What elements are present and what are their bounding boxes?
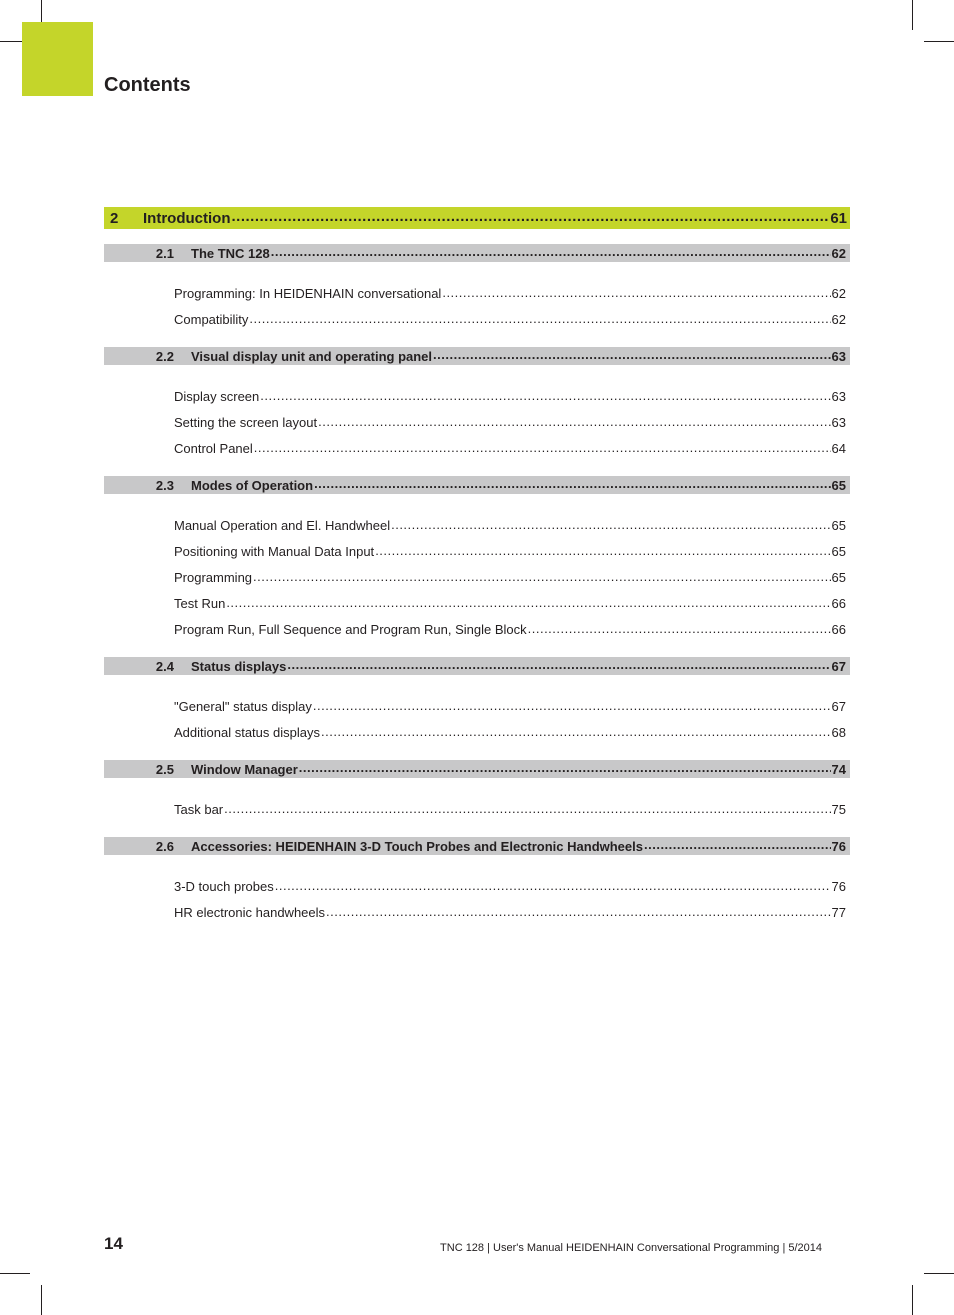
toc-entry-row[interactable] [104, 435, 850, 461]
entry-page: 65 [831, 569, 846, 585]
section-title: Visual display unit and operating panel [191, 348, 433, 364]
toc-entry-row[interactable] [104, 616, 850, 642]
dot-leader [299, 760, 831, 778]
page-title: Contents [104, 74, 191, 96]
section-title: Accessories: HEIDENHAIN 3-D Touch Probes and Electronic Handwheels [191, 838, 643, 854]
entry-page: 63 [831, 414, 846, 430]
entry-page: 76 [831, 878, 846, 894]
entry-title: Compatibility [174, 311, 249, 327]
toc-entry-row[interactable] [104, 512, 850, 538]
entry-title: Task bar [174, 801, 224, 817]
dot-leader [375, 538, 830, 564]
entry-title: Setting the screen layout [174, 414, 318, 430]
dot-leader [249, 306, 830, 332]
entry-title: Programming: In HEIDENHAIN conversational [174, 285, 442, 301]
footer-manual-info: TNC 128 | User's Manual HEIDENHAIN Conversational Programming | 5/2014 [440, 1242, 822, 1254]
entry-title: Positioning with Manual Data Input [174, 543, 375, 559]
crop-mark [924, 41, 954, 42]
entry-page: 63 [831, 388, 846, 404]
dot-leader [644, 837, 831, 855]
entry-title: Additional status displays [174, 724, 320, 740]
chapter-title: Introduction [143, 209, 231, 227]
section-title: Modes of Operation [191, 477, 314, 493]
chapter-tab-marker [22, 22, 93, 96]
section-number: 2.6 [155, 838, 174, 854]
section-page: 62 [831, 245, 846, 261]
dot-leader [260, 383, 830, 409]
toc-section-row[interactable] [104, 760, 850, 778]
entry-title: Control Panel [174, 440, 253, 456]
chapter-number: 2 [110, 209, 119, 227]
dot-leader [271, 244, 831, 262]
toc-sections [104, 244, 850, 925]
toc-entry-row[interactable] [104, 383, 850, 409]
crop-mark [912, 1285, 913, 1315]
dot-leader [326, 899, 831, 925]
toc-entry-list [104, 365, 850, 461]
entry-page: 77 [831, 904, 846, 920]
dot-leader [231, 207, 829, 229]
toc-entry-row[interactable] [104, 693, 850, 719]
section-page: 74 [831, 761, 846, 777]
toc-entry-row[interactable] [104, 899, 850, 925]
toc-section-row[interactable] [104, 476, 850, 494]
toc-entry-list [104, 855, 850, 925]
toc-entry-row[interactable] [104, 538, 850, 564]
footer-page-number: 14 [104, 1234, 123, 1253]
toc-entry-row[interactable] [104, 796, 850, 822]
toc-chapter-row[interactable] [104, 207, 850, 229]
toc-section-row[interactable] [104, 657, 850, 675]
entry-page: 64 [831, 440, 846, 456]
toc-entry-row[interactable] [104, 590, 850, 616]
entry-title: 3-D touch probes [174, 878, 274, 894]
section-number: 2.5 [155, 761, 174, 777]
dot-leader [224, 796, 830, 822]
entry-page: 65 [831, 543, 846, 559]
section-title: The TNC 128 [191, 245, 270, 261]
toc-entry-list [104, 675, 850, 745]
toc-entry-list [104, 778, 850, 822]
section-number: 2.4 [155, 658, 174, 674]
dot-leader [318, 409, 830, 435]
entry-page: 66 [831, 621, 846, 637]
entry-page: 62 [831, 311, 846, 327]
crop-mark [924, 1273, 954, 1274]
entry-title: Program Run, Full Sequence and Program Run, Single Block [174, 621, 527, 637]
dot-leader [528, 616, 831, 642]
section-title: Status displays [191, 658, 287, 674]
section-page: 65 [831, 477, 846, 493]
toc-section-row[interactable] [104, 244, 850, 262]
section-number: 2.3 [155, 477, 174, 493]
dot-leader [287, 657, 830, 675]
entry-title: "General" status display [174, 698, 312, 714]
dot-leader [226, 590, 830, 616]
dot-leader [275, 873, 831, 899]
toc-entry-row[interactable] [104, 873, 850, 899]
toc-entry-row[interactable] [104, 719, 850, 745]
toc-entry-row[interactable] [104, 306, 850, 332]
crop-mark [41, 1285, 42, 1315]
dot-leader [433, 347, 831, 365]
section-number: 2.2 [155, 348, 174, 364]
crop-mark [0, 1273, 30, 1274]
crop-mark [912, 0, 913, 30]
toc-entry-row[interactable] [104, 280, 850, 306]
entry-page: 65 [831, 517, 846, 533]
entry-page: 66 [831, 595, 846, 611]
toc-entry-row[interactable] [104, 409, 850, 435]
dot-leader [314, 476, 830, 494]
dot-leader [321, 719, 831, 745]
entry-page: 68 [831, 724, 846, 740]
table-of-contents [104, 207, 850, 925]
chapter-page: 61 [830, 209, 847, 227]
toc-section-row[interactable] [104, 347, 850, 365]
entry-page: 67 [831, 698, 846, 714]
toc-entry-row[interactable] [104, 564, 850, 590]
dot-leader [442, 280, 830, 306]
dot-leader [254, 435, 831, 461]
entry-page: 75 [831, 801, 846, 817]
section-page: 67 [831, 658, 846, 674]
section-title: Window Manager [191, 761, 298, 777]
dot-leader [313, 693, 831, 719]
section-page: 63 [831, 348, 846, 364]
entry-title: HR electronic handwheels [174, 904, 326, 920]
dot-leader [391, 512, 830, 538]
entry-title: Test Run [174, 595, 226, 611]
entry-title: Programming [174, 569, 253, 585]
toc-section-row[interactable] [104, 837, 850, 855]
dot-leader [253, 564, 831, 590]
entry-page: 62 [831, 285, 846, 301]
toc-entry-list [104, 262, 850, 332]
section-page: 76 [831, 838, 846, 854]
entry-title: Display screen [174, 388, 260, 404]
section-number: 2.1 [155, 245, 174, 261]
entry-title: Manual Operation and El. Handwheel [174, 517, 391, 533]
toc-entry-list [104, 494, 850, 642]
